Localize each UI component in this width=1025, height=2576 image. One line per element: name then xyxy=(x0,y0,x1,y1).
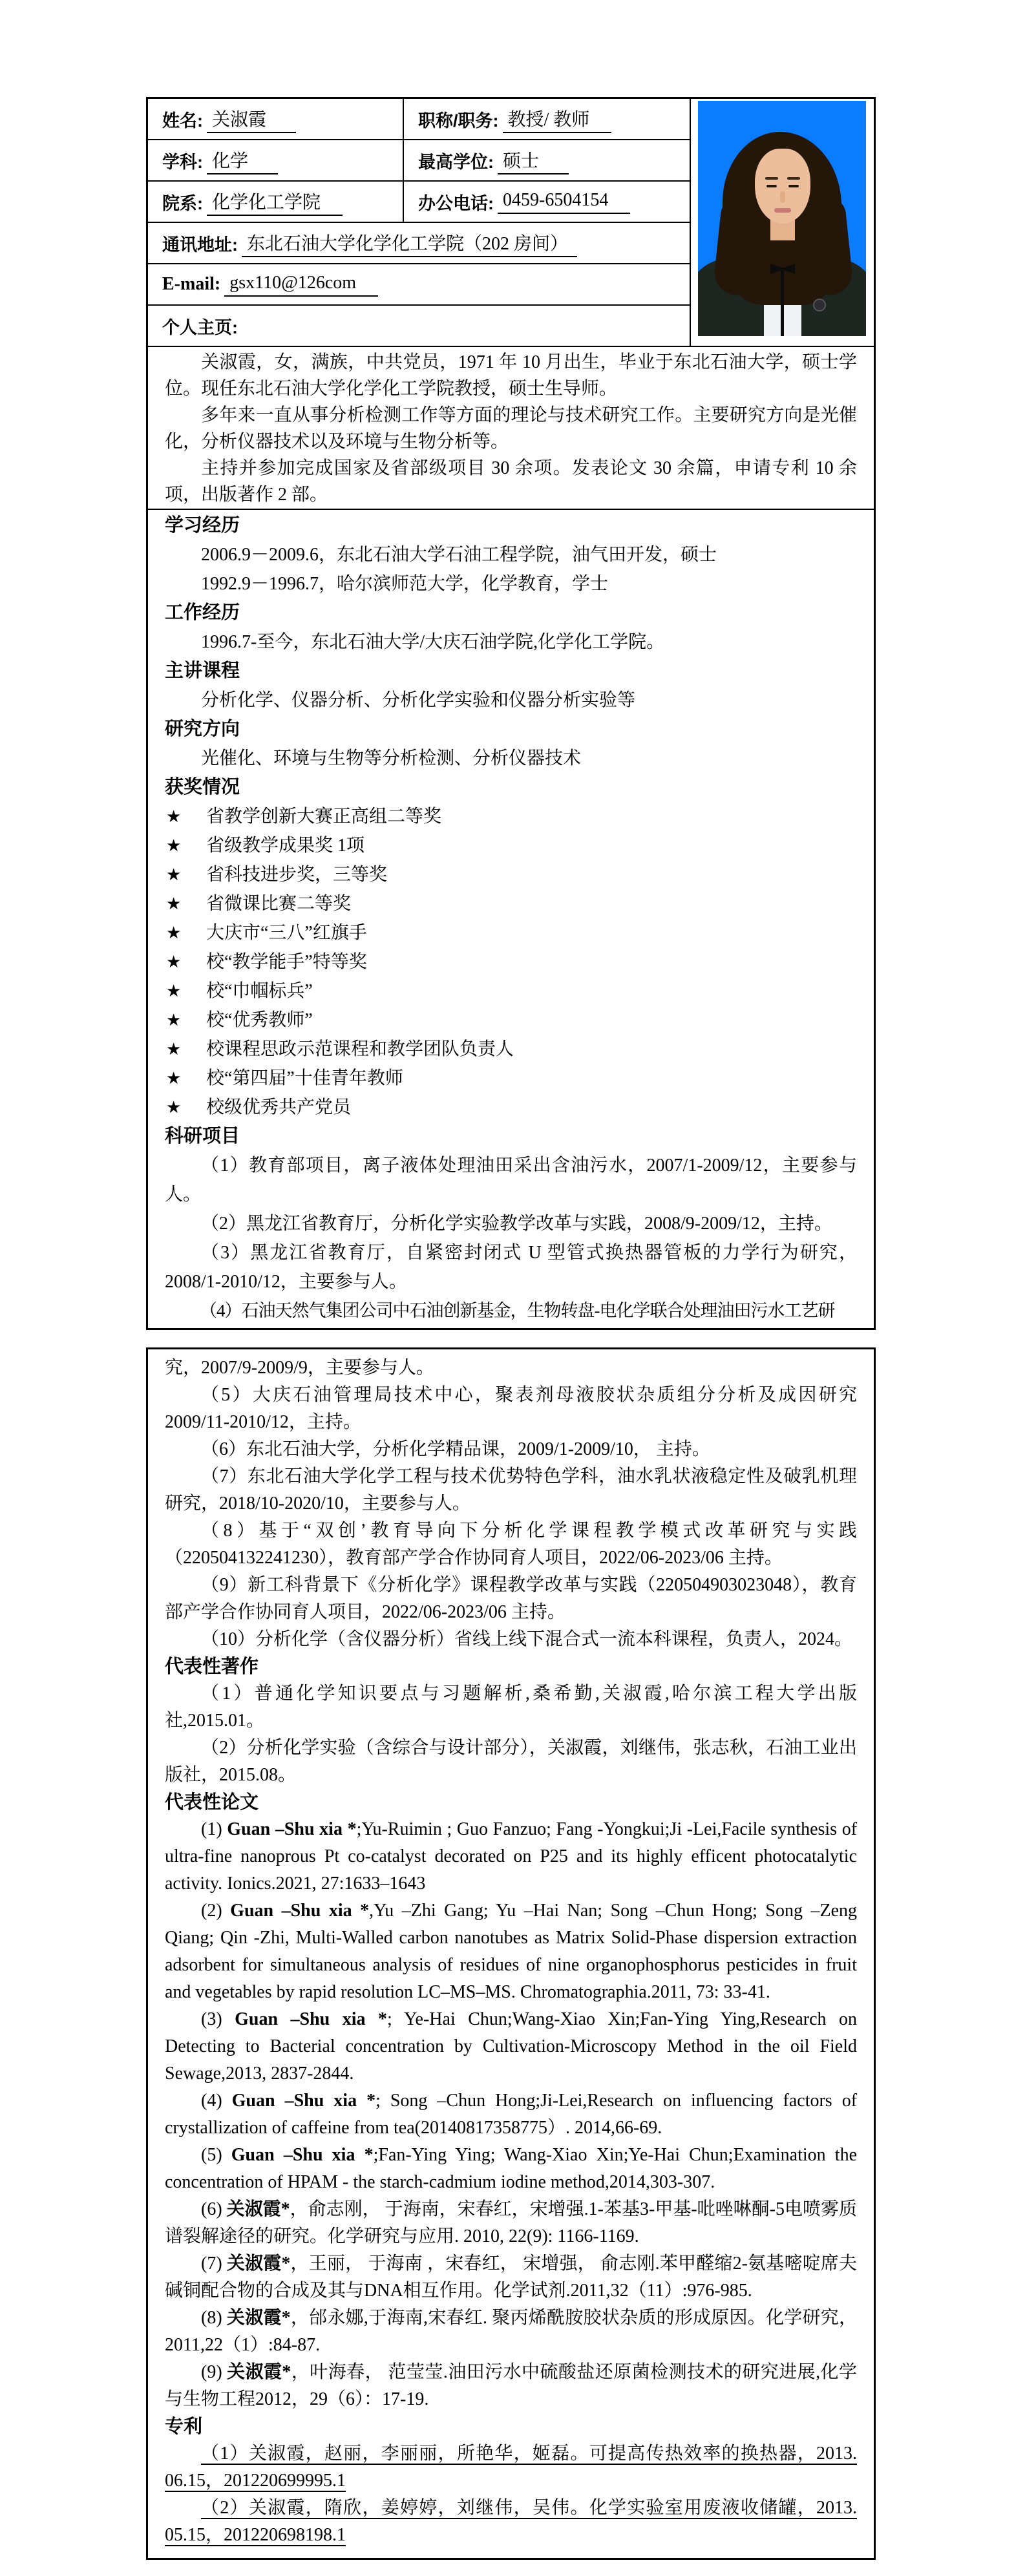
paper-lead-author: 关淑霞* xyxy=(227,2362,291,2382)
paper-num: (9) xyxy=(201,2362,227,2382)
paper-lead-author: 关淑霞* xyxy=(226,2308,291,2328)
paper-lead-author: Guan –Shu xia * xyxy=(235,2009,387,2029)
intro-paragraph-2: 多年来一直从事分析检测工作等方面的理论与技术研究工作。主要研究方向是光催化，分析仪器技术以及环境与生物分析等。 xyxy=(165,405,857,452)
paper-item xyxy=(165,2359,857,2413)
star-icon: ★ xyxy=(166,953,182,971)
paper-num: (4) xyxy=(201,2091,232,2111)
star-icon: ★ xyxy=(166,1040,182,1059)
project-item-continuation: 究，2007/9-2009/9，主要参与人。 xyxy=(165,1358,434,1378)
name-value: 关淑霞 xyxy=(207,105,296,133)
info-row-degree xyxy=(404,140,690,182)
paper-item xyxy=(165,2142,857,2196)
book-item: （1）普通化学知识要点与习题解析,桑希勤,关淑霞,哈尔滨工程大学出版社,2015.01。 xyxy=(165,1684,857,1731)
patent-item: （1）关淑霞，赵丽，李丽丽，所艳华，姬磊。可提高传热效率的换热器，2013. 06.15，201220699995.1 xyxy=(165,2444,857,2491)
award-text: 省科技进步奖，三等奖 xyxy=(206,865,388,885)
paper-num: (2) xyxy=(201,1901,231,1921)
award-text: 校“第四届”十佳青年教师 xyxy=(206,1068,403,1088)
section-heading-work: 工作经历 xyxy=(165,602,240,623)
project-item: （6）东北石油大学，分析化学精品课，2009/1-2009/10， 主持。 xyxy=(201,1439,710,1459)
left-eye xyxy=(766,185,777,187)
research-item: 光催化、环境与生物等分析检测、分析仪器技术 xyxy=(201,748,582,768)
paper-text: ; Ye-Hai Chun;Wang-Xiao Xin;Fan-Ying Ying,Research on Detecting to Bacterial concentration by Cultivation-Microscopy Method in the oil Field Sewage,2013, 2837-2844. xyxy=(165,2009,857,2084)
award-item xyxy=(165,1093,857,1122)
work-item: 1996.7-至今，东北石油大学/大庆石油学院,化学化工学院。 xyxy=(201,632,665,652)
paper-num: (6) xyxy=(201,2199,227,2219)
paper-lead-author: Guan –Shu xia * xyxy=(227,1819,357,1839)
right-eye xyxy=(788,185,799,187)
paper-item xyxy=(165,2087,857,2142)
award-text: 校“巾帼标兵” xyxy=(206,981,313,1001)
star-icon: ★ xyxy=(166,1011,182,1029)
courses-item: 分析化学、仪器分析、分析化学实验和仪器分析实验等 xyxy=(201,690,636,710)
award-item xyxy=(165,831,857,860)
paper-text: ，俞志刚， 于海南，宋春红，宋增强.1-苯基3-甲基-吡唑啉酮-5电喷雾质谱裂解途径的研究。化学研究与应用. 2010, 22(9): 1166-1169. xyxy=(165,2199,857,2246)
paper-item xyxy=(165,1816,857,1897)
info-row-name xyxy=(148,99,404,140)
paper-lead-author: Guan –Shu xia * xyxy=(231,2145,374,2165)
homepage-label: 个人主页: xyxy=(162,317,238,337)
page-2-block xyxy=(146,1347,876,2560)
paper-text: ;Fan-Ying Ying; Wang-Xiao Xin;Ye-Hai Chun;Examination the concentration of HPAM - the starch-cadmium iodine method,2014,303-307. xyxy=(165,2145,857,2192)
phone-value: 0459-6504154 xyxy=(498,190,630,214)
info-row-department xyxy=(148,182,404,223)
paper-text: ,Yu –Zhi Gang; Yu –Hai Nan; Song –Chun Hong; Song –Zeng Qiang; Qin -Zhi, Multi-Walled carbon nanotubes as Matrix Solid-Phase dispersion extraction adsorbent for simultaneous analysis of residues of nine organophosphorus pesticides in fruit and vegetables by rapid resolution LC–MS–MS. Chromatographia.2011, 73: 33-41. xyxy=(165,1901,857,2002)
project-item: （3）黑龙江省教育厅，自紧密封闭式 U 型管式换热器管板的力学行为研究，2008/1-2010/12，主要参与人。 xyxy=(165,1243,857,1292)
paper-item xyxy=(165,2250,857,2305)
section-heading-patents: 专利 xyxy=(165,2416,203,2437)
info-row-discipline xyxy=(148,140,404,182)
mouth xyxy=(774,208,791,213)
lapel-pin xyxy=(813,299,826,311)
paper-num: (7) xyxy=(201,2254,227,2274)
star-icon: ★ xyxy=(166,1069,182,1088)
paper-item xyxy=(165,1897,857,2006)
address-value: 东北石油大学化学化工学院（202 房间） xyxy=(242,229,577,257)
paper-text: ，邰永娜,于海南,宋春红. 聚丙烯酰胺胶状杂质的形成原因。化学研究，2011,22（1）:84-87. xyxy=(165,2308,857,2355)
face-shape xyxy=(755,149,810,224)
award-text: 校“优秀教师” xyxy=(206,1010,313,1030)
award-text: 校课程思政示范课程和教学团队负责人 xyxy=(206,1039,514,1059)
info-table xyxy=(148,99,874,347)
paper-lead-author: Guan –Shu xia * xyxy=(230,1901,370,1921)
project-item: （2）黑龙江省教育厅，分析化学实验教学改革与实践，2008/9-2009/12，主持。 xyxy=(201,1214,832,1234)
project-item-split: （4）石油天然气集团公司中石油创新基金，生物转盘-电化学联合处理油田污水工艺研 xyxy=(200,1301,835,1320)
star-icon: ★ xyxy=(166,982,182,1000)
section-heading-research: 研究方向 xyxy=(165,719,240,739)
award-item xyxy=(165,947,857,977)
award-item xyxy=(165,860,857,889)
department-label: 院系: xyxy=(162,193,203,213)
paper-text: ，王丽， 于海南 ，宋春红， 宋增强， 俞志刚.苯甲醛缩2-氨基嘧啶席夫碱铜配合物的合成及其与DNA相互作用。化学试剂.2011,32（11）:976-985. xyxy=(165,2254,857,2301)
page-1-block xyxy=(146,97,876,1330)
education-item: 1992.9－1996.7，哈尔滨师范大学，化学教育，学士 xyxy=(201,574,609,594)
info-row-homepage xyxy=(148,306,690,347)
paper-item xyxy=(165,2006,857,2087)
email-value: gsx110@126com xyxy=(224,273,378,297)
education-item: 2006.9－2009.6，东北石油大学石油工程学院，油气田开发，硕士 xyxy=(201,545,717,565)
title-value: 教授/ 教师 xyxy=(503,105,612,133)
award-text: 省级教学成果奖 1项 xyxy=(206,836,365,856)
star-icon: ★ xyxy=(166,894,182,913)
paper-text: ;Yu-Ruimin ; Guo Fanzuo; Fang -Yongkui;Ji -Lei,Facile synthesis of ultra-fine nanoprous Pt co-catalyst decorated on P25 and its highly efficent photocatalytic activity. Ionics.2021, 27:1633–1643 xyxy=(165,1819,858,1894)
section-heading-papers: 代表性论文 xyxy=(165,1792,259,1813)
discipline-label: 学科: xyxy=(162,152,203,172)
project-item: （7）东北石油大学化学工程与技术优势特色学科，油水乳状液稳定性及破乳机理研究，2018/10-2020/10，主要参与人。 xyxy=(165,1466,857,1514)
intro-paragraph-1: 关淑霞，女，满族，中共党员，1971 年 10 月出生，毕业于东北石油大学，硕士学位。现任东北石油大学化学化工学院教授，硕士生导师。 xyxy=(165,352,857,399)
section-heading-books: 代表性著作 xyxy=(165,1656,259,1677)
paper-lead-author: 关淑霞* xyxy=(226,2199,290,2219)
project-item: （8）基于“双创’教育导向下分析化学课程教学模式改革研究与实践（220504132241230），教育部产学合作协同育人项目，2022/06-2023/06 主持。 xyxy=(165,1521,857,1568)
award-item xyxy=(165,1006,857,1035)
nose xyxy=(780,191,785,203)
paper-item xyxy=(165,2305,857,2359)
right-brow xyxy=(787,177,800,180)
paper-text: ，叶海春， 范莹莹.油田污水中硫酸盐还原菌检测技术的研究进展,化学与生物工程2012，29（6）：17-19. xyxy=(165,2362,857,2409)
book-item: （2）分析化学实验（含综合与设计部分），关淑霞，刘继伟，张志秋，石油工业出版社，2015.08。 xyxy=(165,1738,857,1785)
project-item: （1）教育部项目，离子液体处理油田采出含油污水，2007/1-2009/12，主要参与人。 xyxy=(165,1156,857,1205)
award-item xyxy=(165,918,857,947)
star-icon: ★ xyxy=(166,1098,182,1117)
award-text: 省教学创新大赛正高组二等奖 xyxy=(206,807,442,827)
paper-num: (3) xyxy=(201,2009,235,2029)
section-heading-education: 学习经历 xyxy=(165,515,240,536)
ribbon xyxy=(781,270,784,336)
department-value: 化学化工学院 xyxy=(207,188,343,216)
intro-section xyxy=(148,347,874,509)
star-icon: ★ xyxy=(166,807,182,826)
paper-num: (8) xyxy=(201,2308,227,2328)
patent-item: （2）关淑霞，隋欣，姜婷婷，刘继伟，吴伟。化学实验室用废液收储罐，2013. 05.15，201220698198.1 xyxy=(165,2498,857,2545)
award-item xyxy=(165,889,857,918)
paper-lead-author: 关淑霞* xyxy=(226,2254,291,2274)
award-item xyxy=(165,977,857,1006)
project-item: （5）大庆石油管理局技术中心，聚表剂母液胶状杂质组分分析及成因研究 2009/11-2010/12，主持。 xyxy=(165,1385,857,1432)
discipline-value: 化学 xyxy=(207,147,278,174)
award-text: 省微课比赛二等奖 xyxy=(206,894,352,914)
paper-num: (5) xyxy=(201,2145,231,2165)
award-text: 校“教学能手”特等奖 xyxy=(206,952,367,972)
degree-value: 硕士 xyxy=(498,147,569,174)
section-heading-courses: 主讲课程 xyxy=(165,660,240,681)
section-heading-awards: 获奖情况 xyxy=(165,777,240,797)
info-row-address xyxy=(148,223,690,264)
info-row-title xyxy=(404,99,690,140)
resume-body-page1 xyxy=(148,509,874,1328)
phone-label: 办公电话: xyxy=(418,193,494,213)
address-label: 通讯地址: xyxy=(162,235,238,255)
project-item: （9）新工科背景下《分析化学》课程教学改革与实践（220504903023048），教育部产学合作协同育人项目，2022/06-2023/06 主持。 xyxy=(165,1575,857,1622)
intro-paragraph-3: 主持并参加完成国家及省部级项目 30 余项。发表论文 30 余篇，申请专利 10 余项，出版著作 2 部。 xyxy=(165,458,857,505)
email-label: E-mail: xyxy=(162,274,221,294)
title-label: 职称/职务: xyxy=(418,111,499,131)
paper-num: (1) xyxy=(201,1819,227,1839)
award-item xyxy=(165,802,857,831)
info-row-email xyxy=(148,264,690,306)
paper-text: ; Song –Chun Hong;Ji-Lei,Research on influencing factors of crystallization of caffeine from tea(20140817358775）. 2014,66-69. xyxy=(165,2091,858,2138)
section-heading-projects: 科研项目 xyxy=(165,1126,240,1146)
project-item: （10）分析化学（含仪器分析）省线上线下混合式一流本科课程，负责人，2024。 xyxy=(201,1629,853,1649)
star-icon: ★ xyxy=(166,924,182,942)
paper-item xyxy=(165,2196,857,2250)
award-item xyxy=(165,1035,857,1064)
award-item xyxy=(165,1064,857,1093)
id-photo xyxy=(698,101,866,336)
star-icon: ★ xyxy=(166,865,182,884)
degree-label: 最高学位: xyxy=(418,152,494,172)
left-brow xyxy=(765,177,778,180)
paper-lead-author: Guan –Shu xia * xyxy=(231,2091,376,2111)
info-row-phone xyxy=(404,182,690,223)
photo-cell xyxy=(690,99,874,347)
award-text: 校级优秀共产党员 xyxy=(206,1097,352,1117)
award-text: 大庆市“三八”红旗手 xyxy=(206,923,367,943)
name-label: 姓名: xyxy=(162,111,203,131)
star-icon: ★ xyxy=(166,836,182,855)
